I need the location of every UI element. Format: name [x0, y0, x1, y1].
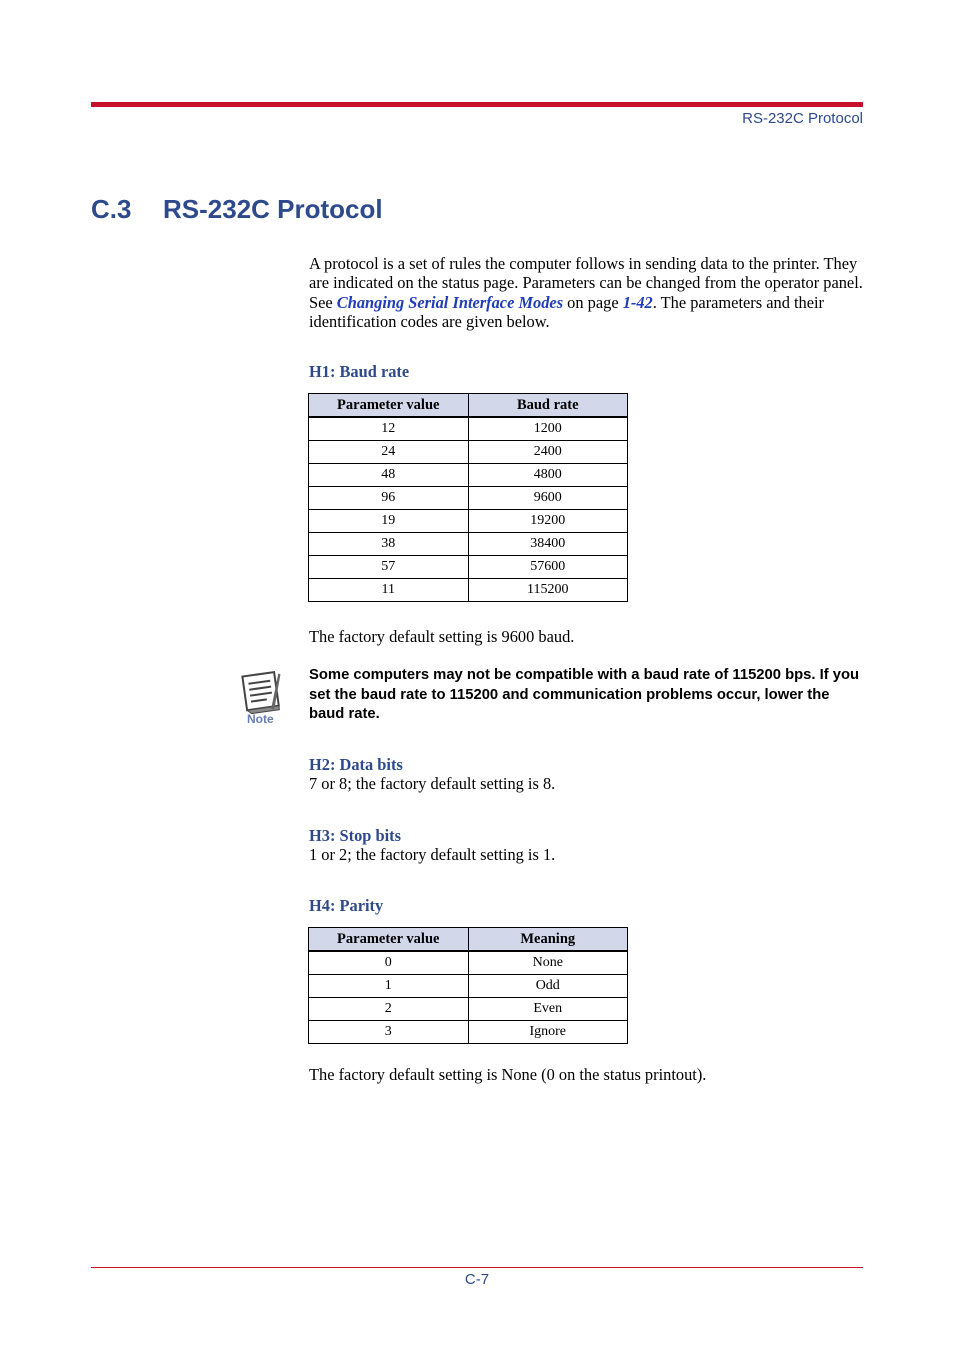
table-row — [309, 998, 628, 1021]
table-header: Meaning — [468, 928, 628, 952]
header-rule — [91, 102, 863, 107]
table-cell: 0 — [309, 951, 469, 975]
table-cell: 19 — [309, 510, 469, 533]
page-link[interactable]: 1-42 — [622, 292, 653, 312]
table-cell: Odd — [468, 975, 628, 998]
section-title-text: RS-232C Protocol — [163, 194, 383, 224]
h1-heading: H1: Baud rate — [309, 362, 410, 381]
intro-paragraph — [309, 254, 865, 332]
table-cell: Even — [468, 998, 628, 1021]
table-row — [309, 510, 628, 533]
table-cell: None — [468, 951, 628, 975]
h2-text: 7 or 8; the factory default setting is 8. — [309, 774, 556, 793]
baud-default-text: The factory default setting is 9600 baud. — [309, 627, 575, 646]
table-row — [309, 951, 628, 975]
section-title — [91, 194, 383, 225]
table-cell: 2 — [309, 998, 469, 1021]
table-cell: 2400 — [468, 441, 628, 464]
changing-serial-modes-link[interactable]: Changing Serial Interface Modes — [336, 292, 564, 312]
table-cell: Ignore — [468, 1021, 628, 1044]
footer-rule — [91, 1267, 863, 1268]
table-cell: 24 — [309, 441, 469, 464]
note-text: Some computers may not be compatible with a baud rate of 115200 bps. If you set the baud rate to 115200 and communication problems occur, lower the baud rate. — [309, 667, 860, 722]
table-row — [309, 487, 628, 510]
table-header: Baud rate — [468, 394, 628, 418]
h3-text: 1 or 2; the factory default setting is 1. — [309, 845, 556, 864]
table-cell: 11 — [309, 579, 469, 602]
intro-text-after: . The parameters and their identification codes are given below. — [309, 292, 825, 332]
table-cell: 48 — [309, 464, 469, 487]
table-row — [309, 441, 628, 464]
table-cell: 3 — [309, 1021, 469, 1044]
table-row — [309, 975, 628, 998]
table-cell: 38400 — [468, 533, 628, 556]
table-row — [309, 417, 628, 441]
intro-text-middle: on page — [563, 292, 623, 312]
table-cell: 12 — [309, 417, 469, 441]
note-label: Note — [247, 712, 274, 726]
table-row — [309, 533, 628, 556]
table-header: Parameter value — [309, 928, 469, 952]
table-row — [309, 1021, 628, 1044]
table-cell: 1 — [309, 975, 469, 998]
table-cell: 1200 — [468, 417, 628, 441]
h3-heading: H3: Stop bits — [309, 826, 401, 845]
parity-table — [308, 927, 628, 1044]
parity-default-text: The factory default setting is None (0 on the status printout). — [309, 1065, 707, 1084]
section-number: C.3 — [91, 194, 132, 224]
table-row — [309, 556, 628, 579]
intro-text-before: A protocol is a set of rules the computer follows in sending data to the printer. They are indicated on the status page. Parameters can be changed from the operator panel. See — [309, 254, 863, 312]
table-cell: 9600 — [468, 487, 628, 510]
table-header: Parameter value — [309, 394, 469, 418]
page-number: C-7 — [464, 1271, 490, 1288]
table-cell: 57 — [309, 556, 469, 579]
table-row — [309, 579, 628, 602]
baud-rate-table — [308, 393, 628, 602]
table-cell: 115200 — [468, 579, 628, 602]
table-row — [309, 464, 628, 487]
table-cell: 96 — [309, 487, 469, 510]
table-cell: 19200 — [468, 510, 628, 533]
h2-heading: H2: Data bits — [309, 755, 403, 774]
table-cell: 4800 — [468, 464, 628, 487]
h4-heading: H4: Parity — [309, 896, 384, 915]
running-title: RS-232C Protocol — [742, 110, 863, 127]
table-cell: 57600 — [468, 556, 628, 579]
table-cell: 38 — [309, 533, 469, 556]
